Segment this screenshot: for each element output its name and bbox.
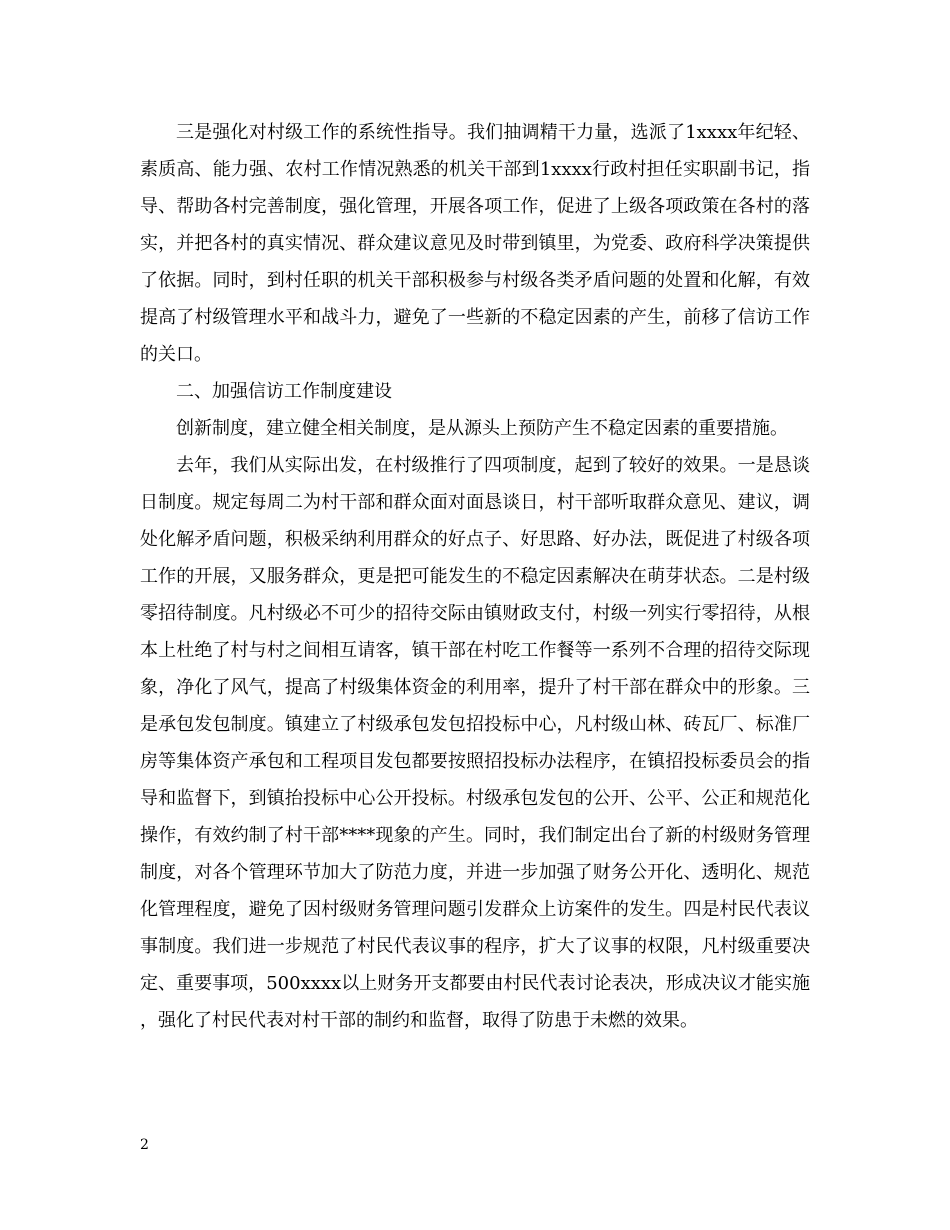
page-number: 2 — [140, 1137, 149, 1153]
body-text — [140, 114, 810, 1039]
paragraph-system-innovation: 创新制度，建立健全相关制度，是从源头上预防产生不稳定因素的重要措施。 — [176, 418, 788, 439]
paragraph-systematic-guidance: 三是强化对村级工作的系统性指导。我们抽调精干力量，选派了1xxxx年纪轻、素质高、能力强、农村工作情况熟悉的机关干部到1xxxx行政村担任实职副书记，指导、帮助各村完善制度，强化管理，开展各项工作，促进了上级各项政策在各村的落实，并把各村的真实情况、群众建议意见及时带到镇里，为党委、政府科学决策提供了依据。同时，到村任职的机关干部积极参与村级各类矛盾问题的处置和化解，有效提高了村级管理水平和战斗力，避免了一些新的不稳定因素的产生，前移了信访工作的关口。 — [140, 122, 810, 365]
section-heading-petition-system: 二、加强信访工作制度建设 — [176, 381, 392, 402]
paragraph-four-systems: 去年，我们从实际出发，在村级推行了四项制度，起到了较好的效果。一是恳谈日制度。规定每周二为村干部和群众面对面恳谈日，村干部听取群众意见、建议，调处化解矛盾问题，积极采纳利用群众的好点子、好思路、好办法，既促进了村级各项工作的开展，又服务群众，更是把可能发生的不稳定因素解决在萌芽状态。二是村级零招待制度。凡村级必不可少的招待交际由镇财政支付，村级一列实行零招待，从根本上杜绝了村与村之间相互请客，镇干部在村吃工作餐等一系列不合理的招待交际现象，净化了风气，提高了村级集体资金的利用率，提升了村干部在群众中的形象。三是承包发包制度。镇建立了村级承包发包招投标中心，凡村级山林、砖瓦厂、标准厂房等集体资产承包和工程项目发包都要按照招投标办法程序，在镇招投标委员会的指导和监督下，到镇抬投标中心公开投标。村级承包发包的公开、公平、公正和规范化操作，有效约制了村干部****现象的产生。同时，我们制定出台了新的村级财务管理制度，对各个管理环节加大了防范力度，并进一步加强了财务公开化、透明化、规范化管理程度，避免了因村级财务管理问题引发群众上访案件的发生。四是村民代表议事制度。我们进一步规范了村民代表议事的程序，扩大了议事的权限，凡村级重要决定、重要事项，500xxxx以上财务开支都要由村民代表讨论表决，形成决议才能实施，强化了村民代表对村干部的制约和监督，取得了防患于未燃的效果。 — [140, 455, 810, 1031]
